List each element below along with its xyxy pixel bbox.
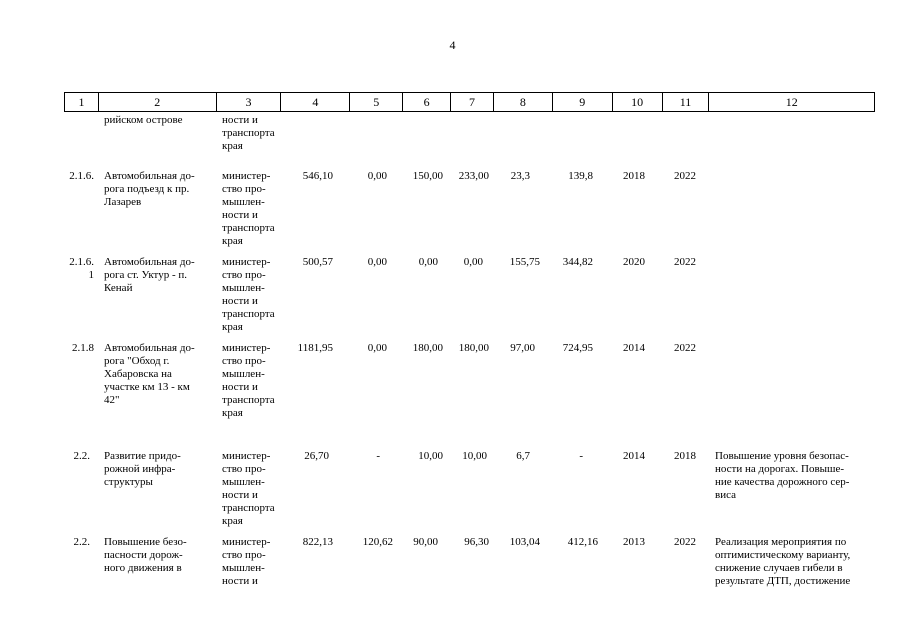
value-col8: 97,00 [510, 342, 535, 354]
value-col6: 150,00 [412, 170, 443, 182]
start-year: 2020 [623, 256, 645, 268]
row-number: 2.1.6. [69, 170, 94, 182]
start-year: 2013 [623, 536, 645, 548]
header-cell: 4 [281, 93, 350, 111]
header-cell: 11 [663, 93, 710, 111]
object-name: Повышение безо- пасности дорож- ного движения в [104, 536, 187, 575]
value-col4: 500,57 [302, 256, 333, 268]
continued-name-cell: рийском острове [104, 114, 183, 126]
row-number: 2.1.6. 1 [69, 256, 94, 282]
expected-result: Реализация мероприятия по оптимистическому варианту, снижение случаев гибели в результате ДТП, достижение [715, 536, 851, 588]
end-year: 2022 [674, 342, 696, 354]
value-col9: - [579, 450, 583, 462]
continued-executor-cell: ности и транспорта края [222, 114, 275, 153]
value-col5: 0,00 [367, 342, 387, 354]
header-cell: 7 [451, 93, 494, 111]
value-col9: 139,8 [568, 170, 593, 182]
header-cell: 12 [785, 95, 798, 109]
value-col7: 10,00 [462, 450, 487, 462]
value-col5: 120,62 [362, 536, 393, 548]
value-col9: 412,16 [567, 536, 598, 548]
header-cell: 6 [403, 93, 451, 111]
value-col6: 0,00 [418, 256, 438, 268]
value-col7: 180,00 [458, 342, 489, 354]
value-col4: 546,10 [302, 170, 333, 182]
value-col6: 180,00 [412, 342, 443, 354]
executor: министер- ство про- мышлен- ности и транспорта края [222, 256, 275, 334]
end-year: 2022 [674, 536, 696, 548]
executor: министер- ство про- мышлен- ности и транспорта края [222, 170, 275, 248]
header-cell: 5 [350, 93, 403, 111]
value-col6: 10,00 [418, 450, 443, 462]
value-col5: 0,00 [367, 256, 387, 268]
start-year: 2014 [623, 342, 645, 354]
row-number: 2.2. [73, 536, 90, 548]
value-col8: 155,75 [509, 256, 540, 268]
end-year: 2018 [674, 450, 696, 462]
row-number: 2.2. [73, 450, 90, 462]
page-number: 4 [449, 38, 456, 52]
value-col5: - [376, 450, 380, 462]
value-col5: 0,00 [367, 170, 387, 182]
expected-result: Повышение уровня безопас- ности на дорогах. Повыше- ние качества дорожного сер- виса [715, 450, 850, 502]
start-year: 2018 [623, 170, 645, 182]
table-header [64, 92, 875, 112]
header-cell: 10 [613, 93, 663, 111]
object-name: Автомобильная до- рога ст. Уктур - п. Кенай [104, 256, 195, 295]
executor: министер- ство про- мышлен- ности и [222, 536, 271, 588]
end-year: 2022 [674, 256, 696, 268]
header-cell: 1 [65, 93, 99, 111]
header-cell: 9 [553, 93, 613, 111]
header-cell: 2 [99, 93, 217, 111]
value-col7: 0,00 [463, 256, 483, 268]
value-col8: 23,3 [510, 170, 530, 182]
value-col9: 344,82 [562, 256, 593, 268]
value-col7: 233,00 [458, 170, 489, 182]
object-name: Автомобильная до- рога "Обход г. Хабаровска на участке км 13 - км 42" [104, 342, 195, 407]
value-col8: 103,04 [509, 536, 540, 548]
value-col6: 90,00 [413, 536, 438, 548]
value-col4: 26,70 [304, 450, 329, 462]
start-year: 2014 [623, 450, 645, 462]
value-col8: 6,7 [516, 450, 530, 462]
executor: министер- ство про- мышлен- ности и транспорта края [222, 342, 275, 420]
end-year: 2022 [674, 170, 696, 182]
header-cell: 8 [494, 93, 553, 111]
value-col9: 724,95 [562, 342, 593, 354]
header-cell: 3 [217, 93, 282, 111]
executor: министер- ство про- мышлен- ности и транспорта края [222, 450, 275, 528]
value-col4: 822,13 [302, 536, 333, 548]
value-col4: 1181,95 [297, 342, 333, 354]
value-col7: 96,30 [464, 536, 489, 548]
row-number: 2.1.8 [72, 342, 94, 354]
object-name: Автомобильная до- рога подъезд к пр. Лазарев [104, 170, 195, 209]
object-name: Развитие придо- рожной инфра- структуры [104, 450, 181, 489]
